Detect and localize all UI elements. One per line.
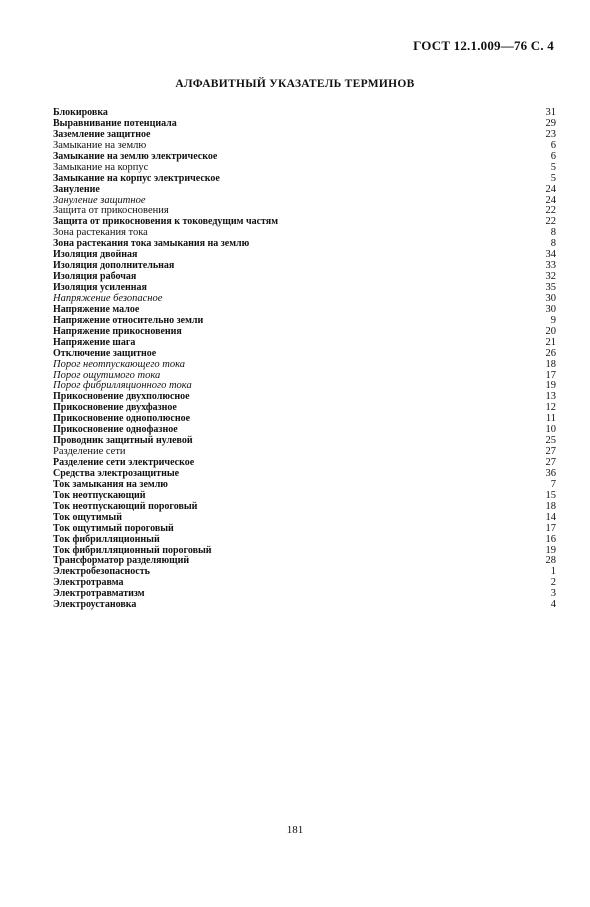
index-term: Электробезопасность (53, 566, 150, 578)
index-entry (53, 524, 556, 535)
index-page-number: 11 (545, 413, 556, 425)
index-page-number: 8 (550, 238, 556, 250)
index-page-number: 14 (545, 511, 556, 523)
index-term: Замыкание на землю электрическое (53, 150, 218, 162)
index-term: Зануление защитное (53, 194, 146, 206)
index-page-number: 24 (545, 194, 556, 206)
index-term: Замыкание на корпус (53, 161, 149, 173)
index-page-number: 17 (545, 522, 556, 534)
index-page-number: 9 (550, 314, 556, 326)
index-term: Напряжение малое (53, 303, 140, 315)
index-term: Изоляция усиленная (53, 282, 147, 293)
index-page-number: 30 (545, 303, 556, 315)
index-term: Напряжение прикосновения (53, 325, 182, 337)
index-term: Прикосновение двухполюсное (53, 391, 190, 403)
index-term: Блокировка (53, 107, 108, 118)
index-page-number: 7 (550, 478, 556, 490)
index-page-number: 34 (545, 249, 556, 261)
index-term: Порог неотпускающего тока (53, 358, 186, 370)
index-term: Разделение сети электрическое (53, 457, 195, 468)
index-entry (53, 600, 556, 611)
index-term: Средства электрозащитные (53, 467, 180, 479)
index-term: Электроустановка (53, 599, 137, 611)
index-page-number: 13 (545, 391, 556, 403)
index-term: Порог ощутимого тока (53, 369, 161, 381)
index-term: Электротравма (53, 577, 124, 589)
index-term: Трансформатор разделяющий (53, 555, 190, 567)
index-term: Ток ощутимый (53, 511, 122, 523)
index-entry (53, 436, 556, 447)
index-page-number: 3 (550, 588, 556, 600)
index-page-number: 18 (545, 358, 556, 370)
index-page-number: 33 (545, 260, 556, 272)
index-page-number: 6 (550, 139, 556, 151)
index-entry (53, 349, 556, 360)
index-page-number: 24 (545, 183, 556, 195)
index-term: Прикосновение однополюсное (53, 413, 191, 425)
index-entry (53, 567, 556, 578)
index-page-number: 1 (550, 566, 556, 578)
index-entry (53, 174, 556, 185)
index-term: Ток неотпускающий пороговый (53, 500, 198, 512)
index-page-number: 4 (550, 599, 556, 611)
index-page-number: 18 (545, 500, 556, 512)
index-entry (53, 185, 556, 196)
index-page-number: 12 (545, 402, 556, 414)
index-entry (53, 535, 556, 546)
index-page-number: 17 (545, 369, 556, 381)
index-term: Прикосновение двухфазное (53, 402, 177, 414)
index-term: Ток ощутимый пороговый (53, 522, 174, 534)
index-entry (53, 513, 556, 524)
index-term: Напряжение относительно земли (53, 314, 204, 326)
index-term: Напряжение безопасное (53, 292, 163, 304)
index-entry (53, 163, 556, 174)
index-term: Напряжение шага (53, 336, 136, 348)
index-term: Зануление (53, 183, 100, 195)
index-page-number: 5 (550, 161, 556, 173)
index-page-number: 21 (545, 336, 556, 348)
index-term: Ток фибрилляционный пороговый (53, 544, 212, 556)
index-term: Изоляция рабочая (53, 271, 137, 283)
index-term: Разделение сети (53, 446, 126, 458)
index-page-number: 20 (545, 325, 556, 337)
index-term: Заземление защитное (53, 128, 151, 140)
index-entry (53, 502, 556, 513)
index-page-number: 22 (545, 216, 556, 228)
index-term: Выравнивание потенциала (53, 117, 177, 129)
index-page-number: 19 (545, 544, 556, 556)
document-reference: ГОСТ 12.1.009—76 С. 4 (413, 38, 554, 53)
index-page-number: 23 (545, 128, 556, 140)
index-term: Изоляция двойная (53, 249, 138, 261)
index-page-number: 29 (545, 117, 556, 129)
index-entry (53, 360, 556, 371)
index-page-number: 36 (545, 467, 556, 479)
index-page-number: 10 (545, 424, 556, 436)
index-term: Защита от прикосновения (53, 205, 169, 217)
index-term: Зона растекания тока (53, 227, 148, 239)
index-page-number: 15 (545, 489, 556, 501)
index-page-number: 30 (545, 292, 556, 304)
index-entry (53, 338, 556, 349)
index-page-number: 27 (545, 446, 556, 458)
index-page-number: 25 (545, 435, 556, 447)
index-page-number: 28 (545, 555, 556, 567)
index-page-number: 16 (545, 533, 556, 545)
index-term: Отключение защитное (53, 347, 157, 359)
page-number: 181 (286, 824, 304, 836)
index-term: Защита от прикосновения к токоведущим частям (53, 216, 279, 228)
index-page-number: 2 (550, 577, 556, 589)
index-page-number: 32 (545, 271, 556, 283)
index-term: Замыкание на землю (53, 139, 147, 151)
index-term: Зона растекания тока замыкания на землю (53, 238, 250, 250)
index-page-number: 6 (550, 150, 556, 162)
index-page-number: 22 (545, 205, 556, 217)
index-term: Замыкание на корпус электрическое (53, 172, 220, 184)
index-page-number: 26 (545, 347, 556, 359)
index-term: Ток неотпускающий (53, 489, 146, 501)
index-page-number: 31 (545, 107, 556, 118)
index-page-number: 8 (550, 227, 556, 239)
index-term: Изоляция дополнительная (53, 260, 175, 272)
index-page-number: 27 (545, 457, 556, 468)
index-page-number: 35 (545, 282, 556, 293)
terms-index (53, 108, 556, 611)
index-term: Ток фибрилляционный (53, 533, 160, 545)
index-page-number: 5 (550, 172, 556, 184)
index-page-number: 19 (545, 380, 556, 392)
index-term: Электротравматизм (53, 588, 145, 600)
index-term: Проводник защитный нулевой (53, 435, 193, 447)
index-term: Порог фибрилляционного тока (53, 380, 192, 392)
index-term: Ток замыкания на землю (53, 478, 168, 490)
index-term: Прикосновение однофазное (53, 424, 178, 436)
index-title: АЛФАВИТНЫЙ УКАЗАТЕЛЬ ТЕРМИНОВ (175, 78, 415, 90)
